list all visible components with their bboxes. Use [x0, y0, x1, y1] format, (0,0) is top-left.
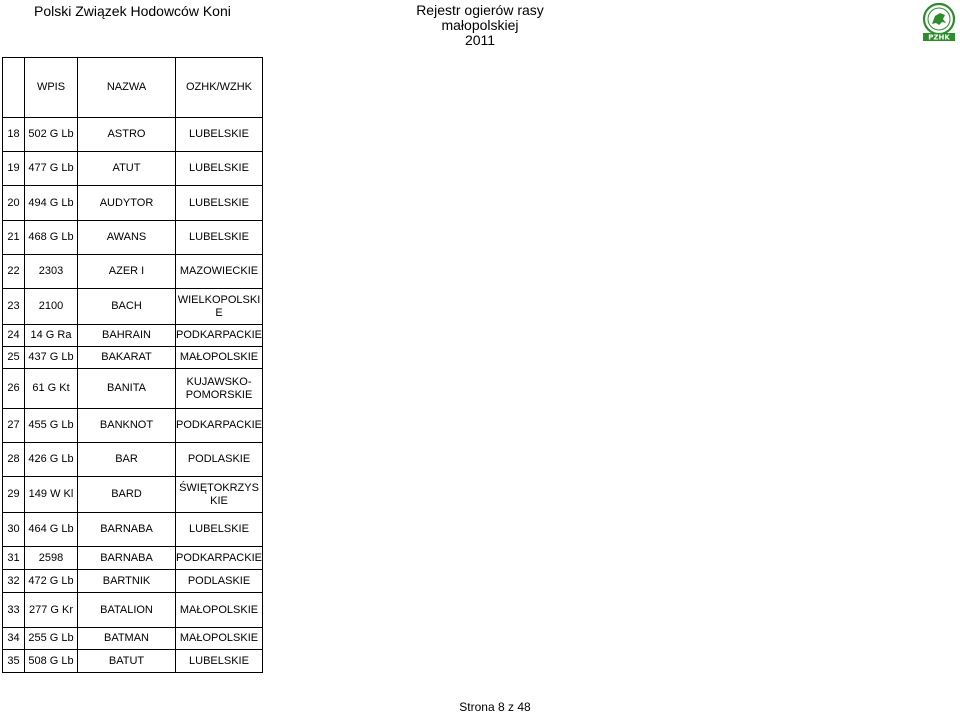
table-row: [3, 118, 263, 152]
row-name: ASTRO: [78, 118, 176, 152]
document-title-line1: Rejestr ogierów rasy małopolskiej: [416, 2, 544, 33]
row-name: BAR: [78, 443, 176, 477]
table-row: [3, 325, 263, 347]
row-name: BARNABA: [78, 547, 176, 570]
table-row: [3, 289, 263, 325]
document-title: [380, 3, 580, 48]
column-header-region: OZHK/WZHK: [176, 58, 263, 118]
row-wpis: 2303: [25, 255, 78, 289]
logo-text: PZHK: [928, 33, 950, 42]
row-name: ATUT: [78, 152, 176, 186]
row-wpis: 455 G Lb: [25, 409, 78, 443]
row-region: LUBELSKIE: [176, 221, 263, 255]
row-number: 30: [3, 513, 25, 547]
row-wpis: 61 G Kt: [25, 369, 78, 409]
row-region: PODLASKIE: [176, 570, 263, 593]
row-number: 20: [3, 186, 25, 221]
row-region: MAZOWIECKIE: [176, 255, 263, 289]
row-number: 34: [3, 628, 25, 650]
table-row: [3, 186, 263, 221]
row-wpis: 437 G Lb: [25, 347, 78, 369]
row-wpis: 502 G Lb: [25, 118, 78, 152]
row-number: 22: [3, 255, 25, 289]
row-name: BANKNOT: [78, 409, 176, 443]
column-header-wpis: WPIS: [25, 58, 78, 118]
row-number: 24: [3, 325, 25, 347]
table-body: [3, 58, 263, 673]
row-name: BATMAN: [78, 628, 176, 650]
row-number: 29: [3, 477, 25, 513]
table-row: [3, 628, 263, 650]
row-region: MAŁOPOLSKIE: [176, 628, 263, 650]
row-number: 25: [3, 347, 25, 369]
stallion-register-table: [2, 57, 263, 673]
row-wpis: 494 G Lb: [25, 186, 78, 221]
row-name: AZER I: [78, 255, 176, 289]
table-row: [3, 347, 263, 369]
row-number: 18: [3, 118, 25, 152]
row-name: AWANS: [78, 221, 176, 255]
column-header-nazwa: NAZWA: [78, 58, 176, 118]
table-row: [3, 513, 263, 547]
row-region: LUBELSKIE: [176, 513, 263, 547]
row-region: WIELKOPOLSKI E: [176, 289, 263, 325]
row-number: 32: [3, 570, 25, 593]
table-row: [3, 221, 263, 255]
row-region: KUJAWSKO- POMORSKIE: [176, 369, 263, 409]
row-number: 23: [3, 289, 25, 325]
row-wpis: 508 G Lb: [25, 650, 78, 673]
table-row: [3, 369, 263, 409]
table-row: [3, 152, 263, 186]
row-region: MAŁOPOLSKIE: [176, 347, 263, 369]
row-region: MAŁOPOLSKIE: [176, 593, 263, 628]
row-number: 27: [3, 409, 25, 443]
row-region: PODKARPACKIE: [176, 325, 263, 347]
row-name: BARTNIK: [78, 570, 176, 593]
row-number: 21: [3, 221, 25, 255]
row-region: PODLASKIE: [176, 443, 263, 477]
row-number: 28: [3, 443, 25, 477]
row-name: BAHRAIN: [78, 325, 176, 347]
row-name: BAKARAT: [78, 347, 176, 369]
row-name: BACH: [78, 289, 176, 325]
row-wpis: 149 W Kl: [25, 477, 78, 513]
row-region: LUBELSKIE: [176, 118, 263, 152]
row-wpis: 472 G Lb: [25, 570, 78, 593]
row-wpis: 277 G Kr: [25, 593, 78, 628]
row-name: BARNABA: [78, 513, 176, 547]
table-row: [3, 570, 263, 593]
row-wpis: 2100: [25, 289, 78, 325]
row-name: BANITA: [78, 369, 176, 409]
row-region: LUBELSKIE: [176, 152, 263, 186]
row-wpis: 255 G Lb: [25, 628, 78, 650]
row-wpis: 477 G Lb: [25, 152, 78, 186]
table-row: [3, 650, 263, 673]
row-number: 19: [3, 152, 25, 186]
row-number: 33: [3, 593, 25, 628]
document-year: 2011: [464, 32, 496, 48]
pzhk-logo-icon: [920, 2, 958, 42]
page-number: Strona 8 z 48: [459, 700, 531, 714]
row-wpis: 14 G Ra: [25, 325, 78, 347]
table-row: [3, 443, 263, 477]
row-wpis: 2598: [25, 547, 78, 570]
row-wpis: 468 G Lb: [25, 221, 78, 255]
row-region: LUBELSKIE: [176, 650, 263, 673]
organization-name: Polski Związek Hodowców Koni: [34, 3, 231, 19]
row-name: BATALION: [78, 593, 176, 628]
row-number: 26: [3, 369, 25, 409]
table-row: [3, 477, 263, 513]
header-number-cell: [3, 58, 25, 118]
row-number: 31: [3, 547, 25, 570]
table-row: [3, 547, 263, 570]
row-region: ŚWIĘTOKRZYS KIE: [176, 477, 263, 513]
row-name: AUDYTOR: [78, 186, 176, 221]
table-row: [3, 255, 263, 289]
table-header-row: [3, 58, 263, 118]
table-row: [3, 593, 263, 628]
row-region: PODKARPACKIE: [176, 547, 263, 570]
row-region: LUBELSKIE: [176, 186, 263, 221]
row-region: PODKARPACKIE: [176, 409, 263, 443]
row-name: BARD: [78, 477, 176, 513]
row-name: BATUT: [78, 650, 176, 673]
row-wpis: 426 G Lb: [25, 443, 78, 477]
row-wpis: 464 G Lb: [25, 513, 78, 547]
table-row: [3, 409, 263, 443]
row-number: 35: [3, 650, 25, 673]
